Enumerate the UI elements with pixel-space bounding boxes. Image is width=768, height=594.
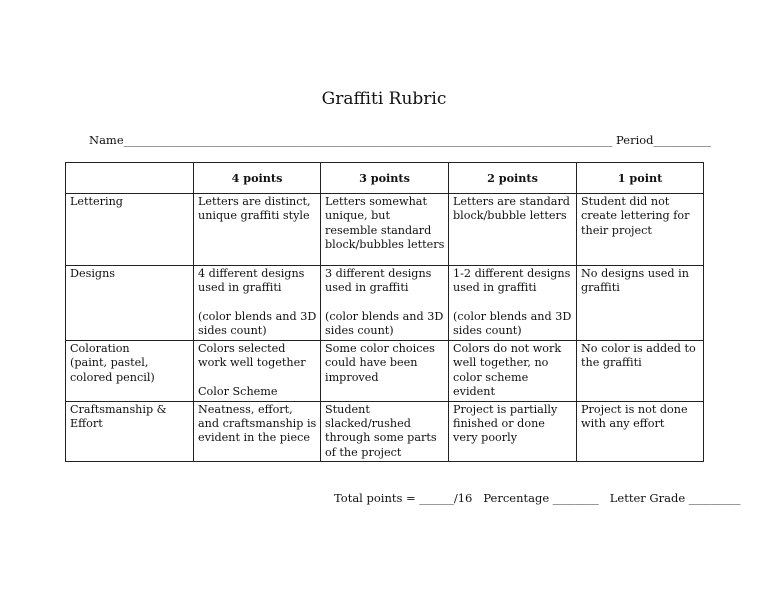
rubric-cell	[577, 194, 704, 266]
letter-grade[interactable]: Letter Grade _________	[609, 491, 741, 505]
rubric-cell	[194, 341, 321, 402]
criterion-cell	[66, 194, 194, 266]
cell-text: No color is added to the graffiti	[581, 342, 696, 370]
score-summary	[334, 491, 741, 505]
cell-text: No designs used in graffiti	[581, 267, 689, 295]
table-row-lettering	[66, 194, 704, 266]
period-label: Period	[616, 133, 654, 147]
rubric-cell	[449, 341, 577, 402]
cell-note: (color blends and 3D sides count)	[453, 309, 572, 338]
cell-text: Colors do not work well together, no color scheme evident	[453, 342, 562, 399]
cell-text: Letters are standard block/bubble letters	[453, 195, 570, 223]
criterion-cell	[66, 401, 194, 462]
cell-text: Project is not done with any effort	[581, 402, 688, 431]
rubric-cell	[449, 194, 577, 266]
header-cell-1-point: 1 point	[577, 163, 704, 194]
cell-note: Color Scheme	[198, 384, 278, 398]
cell-text: Some color choices could have been improved	[325, 342, 435, 384]
total-points[interactable]: Total points = ______/16	[334, 491, 473, 505]
rubric-table	[65, 162, 704, 462]
header-cell-4-points: 4 points	[194, 163, 321, 194]
cell-text: Letters are distinct, unique graffiti style	[198, 195, 311, 223]
cell-text: Colors selected work well together	[198, 342, 306, 370]
criterion-label: Craftsmanship & Effort	[70, 402, 167, 431]
cell-note: (color blends and 3D sides count)	[198, 309, 317, 338]
cell-text: Student slacked/rushed through some parts of the project	[325, 402, 437, 459]
period-blank[interactable]: __________	[653, 133, 712, 147]
cell-text: Letters somewhat unique, but resemble standard block/bubbles letters	[325, 195, 445, 252]
rubric-cell	[449, 401, 577, 462]
percentage[interactable]: Percentage ________	[483, 491, 599, 505]
rubric-cell	[321, 194, 449, 266]
criterion-sublabel: (paint, pastel, colored pencil)	[70, 356, 155, 384]
cell-text: 4 different designs used in graffiti	[198, 267, 305, 295]
cell-text: Student did not create lettering for their project	[581, 195, 690, 237]
cell-note: (color blends and 3D sides count)	[325, 309, 444, 338]
table-row-coloration	[66, 341, 704, 402]
header-cell-2-points: 2 points	[449, 163, 577, 194]
cell-text: Project is partially finished or done very poorly	[453, 402, 558, 445]
name-period-line	[89, 133, 711, 147]
name-blank[interactable]: _____________________________________________________________________________________	[123, 133, 613, 147]
cell-text: 3 different designs used in graffiti	[325, 267, 432, 295]
rubric-cell	[194, 401, 321, 462]
page-title: Graffiti Rubric	[321, 89, 447, 109]
table-row-craftsmanship	[66, 401, 704, 462]
rubric-cell	[194, 194, 321, 266]
criterion-cell	[66, 341, 194, 402]
rubric-cell	[194, 266, 321, 341]
criterion-label: Lettering	[70, 195, 123, 208]
criterion-label: Designs	[70, 267, 116, 280]
rubric-cell	[577, 266, 704, 341]
cell-text: 1-2 different designs used in graffiti	[453, 267, 571, 295]
header-cell-3-points: 3 points	[321, 163, 449, 194]
rubric-cell	[321, 401, 449, 462]
rubric-cell	[577, 401, 704, 462]
table-header-row	[66, 163, 704, 194]
rubric-cell	[321, 266, 449, 341]
header-cell-criteria	[66, 163, 194, 194]
name-label: Name	[89, 133, 124, 147]
rubric-cell	[577, 341, 704, 402]
cell-text: Neatness, effort, and craftsmanship is evident in the piece	[198, 402, 317, 445]
rubric-cell	[321, 341, 449, 402]
table-row-designs	[66, 266, 704, 341]
rubric-cell	[449, 266, 577, 341]
criterion-label: Coloration	[70, 342, 130, 355]
criterion-cell	[66, 266, 194, 341]
